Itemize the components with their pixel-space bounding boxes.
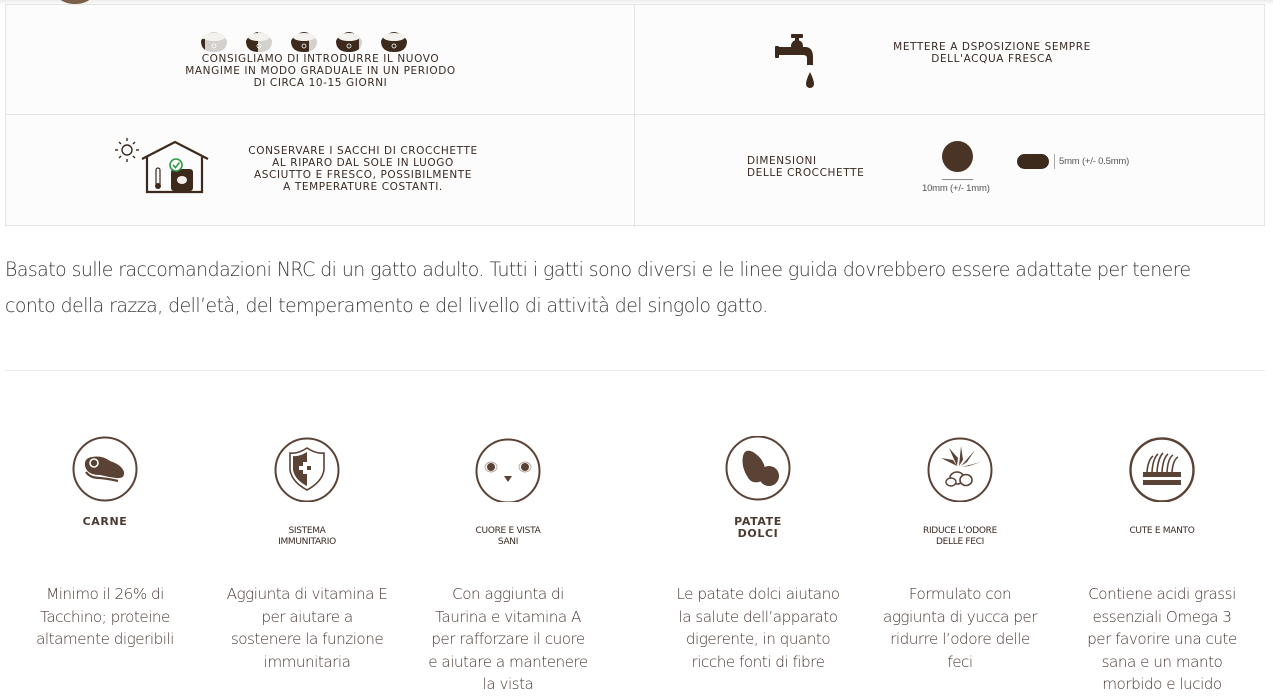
text-line: ASCIUTTO E FRESCO, POSSIBILMENTE (253, 169, 473, 181)
desc-line: Contiene acidi grassi (1088, 585, 1236, 603)
feature-description (668, 583, 848, 673)
feature-title (418, 526, 598, 548)
feature-title (217, 526, 397, 548)
desc-line: la vista (482, 675, 534, 694)
title-line: DELLE FECI (936, 537, 984, 547)
food-bowl-icon (379, 27, 409, 53)
desc-line: Minimo il 26% di (46, 585, 164, 603)
desc-line: morbido e lucido (1102, 675, 1222, 694)
desc-line: per favorire una cute (1087, 630, 1237, 649)
kibble-size-cell (635, 115, 1266, 227)
desc-line: Le patate dolci aiutano (676, 585, 840, 603)
text-line: METTERE A DSPOSIZIONE SEMPRE (893, 41, 1091, 53)
kibble-side-icon (1017, 154, 1049, 169)
desc-line: feci (947, 652, 973, 671)
text-line: CONSERVARE I SACCHI DI CROCCHETTE (248, 145, 478, 157)
kibble-diameter: 10mm (+/- 1mm) (922, 183, 990, 194)
desc-line: per rafforzare il cuore (431, 630, 585, 649)
desc-line: sana e un manto (1101, 652, 1223, 671)
desc-line: essenziali Omega 3 (1092, 607, 1232, 626)
storage-cell (6, 115, 635, 227)
title-line: SANI (497, 537, 519, 547)
feature-description (418, 583, 598, 696)
desc-line: Con aggiunta di (452, 585, 564, 603)
text-line: DI CIRCA 10-15 GIORNI (253, 77, 388, 89)
text-line: MANGIME IN MODO GRADUALE IN UN PERIODO (185, 65, 456, 77)
title-line: CUTE E MANTO (1129, 526, 1195, 536)
desc-line: per aiutare a (261, 607, 353, 626)
desc-line: altamente digeribili (36, 630, 174, 649)
desc-line: e aiutare a mantenere (428, 652, 588, 671)
disclaimer-line: conto della razza, dell’età, del temperamento e del livello di attività del singolo gatto. (5, 294, 768, 317)
section-divider (5, 370, 1265, 371)
feeding-info-table (5, 4, 1265, 226)
sun-icon (115, 138, 139, 162)
feature-title (1072, 526, 1252, 537)
food-bowl-icon (334, 27, 364, 53)
diameter-measure-bar (942, 179, 973, 180)
house-storage-icon (114, 135, 214, 195)
desc-line: Taurina e vitamina A (435, 607, 581, 626)
food-bowl-icon (244, 27, 274, 53)
sweet-potato-icon (725, 436, 791, 502)
thickness-measure-bar (1054, 154, 1055, 169)
desc-line: la salute dell’apparato (678, 607, 838, 626)
desc-line: Formulato con (908, 585, 1012, 603)
feature-description (15, 583, 195, 651)
text-line: DELLE CROCCHETTE (747, 167, 865, 179)
storage-text (228, 145, 498, 193)
transition-cell (6, 5, 635, 115)
text-line: AL RIPARO DAL SOLE IN LUOGO (272, 157, 454, 169)
text-line: A TEMPERATURE COSTANTI. (283, 181, 443, 193)
desc-line: sostenere la funzione (230, 630, 384, 649)
feature-description (1072, 583, 1252, 696)
feature-title (668, 516, 848, 539)
kibble-round-icon (942, 141, 973, 172)
feature-title (870, 526, 1050, 548)
transition-text (6, 53, 635, 89)
feature-benefits (5, 436, 1265, 697)
food-bowl-icon (289, 27, 319, 53)
feature-description (870, 583, 1050, 673)
kibble-thickness: 5mm (+/- 0.5mm) (1059, 156, 1130, 167)
water-text (857, 41, 1127, 65)
desc-line: digerente, in quanto (685, 630, 831, 649)
shield-icon (274, 436, 340, 502)
title-line: DOLCI (737, 526, 779, 540)
title-line: PATATE (734, 515, 782, 528)
kibble-size-label (747, 155, 864, 179)
title-line: IMMUNITARIO (278, 537, 336, 547)
feature-title (15, 516, 195, 528)
yucca-icon (927, 436, 993, 502)
disclaimer-line: Basato sulle raccomandazioni NRC di un gatto adulto. Tutti i gatti sono diversi e le linee guida dovrebbero essere adattate per tenere (5, 258, 1191, 281)
text-line: DELL'ACQUA FRESCA (931, 53, 1053, 65)
water-tap-icon (775, 32, 823, 90)
desc-line: ridurre l’odore delle (890, 630, 1030, 649)
feature-description (217, 583, 397, 673)
desc-line: Tacchino; proteine (40, 607, 170, 626)
desc-line: aggiunta di yucca per (883, 607, 1037, 626)
desc-line: Aggiunta di vitamina E (226, 585, 388, 603)
meat-icon (72, 436, 138, 502)
text-line: CONSIGLIAMO DI INTRODURRE IL NUOVO (201, 53, 440, 65)
desc-line: immunitaria (263, 652, 351, 671)
food-bowl-icon (199, 27, 229, 53)
desc-line: ricche fonti di fibre (691, 652, 825, 671)
title-line: CUORE E VISTA (475, 526, 541, 536)
cat-face-icon (475, 436, 541, 502)
title-line: SISTEMA (288, 526, 326, 536)
food-bowl-transition-icons (199, 27, 409, 53)
title-line: RIDUCE L’ODORE (923, 526, 997, 536)
skin-coat-icon (1129, 436, 1195, 502)
title-line: CARNE (82, 515, 128, 528)
water-cell (635, 5, 1266, 115)
text-line: DIMENSIONI (747, 155, 817, 167)
nrc-disclaimer (5, 252, 1254, 324)
